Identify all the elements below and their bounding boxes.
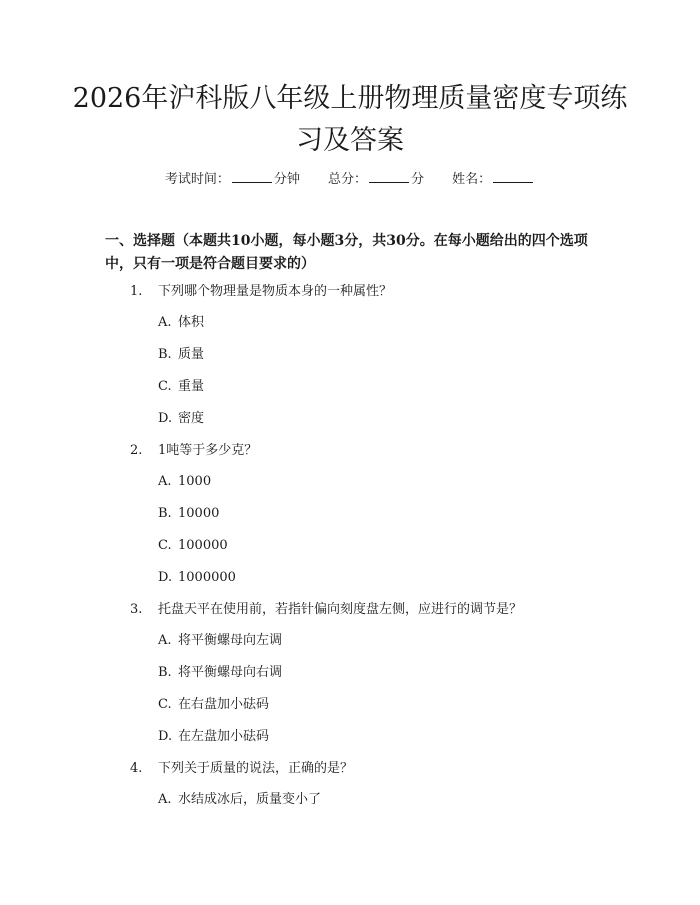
- question-text: 托盘天平在使用前，若指针偏向刻度盘左侧，应进行的调节是？: [158, 602, 523, 617]
- question-1-option-c: [158, 377, 204, 397]
- option-letter: C.: [158, 697, 172, 712]
- option-text: 重量: [178, 379, 205, 394]
- score-field: [328, 168, 424, 190]
- question-2: [130, 441, 257, 461]
- option-letter: D.: [158, 729, 173, 744]
- score-label: 总分：: [327, 172, 367, 187]
- question-number: 2.: [130, 443, 143, 458]
- exam-time-field: [165, 168, 300, 190]
- option-text: 100000: [178, 538, 228, 553]
- name-label: 姓名：: [452, 172, 492, 187]
- question-text: 1吨等于多少克？: [158, 443, 258, 458]
- question-1-option-a: [158, 313, 204, 333]
- option-text: 质量: [178, 347, 205, 362]
- question-number: 4.: [130, 761, 143, 776]
- option-letter: B.: [158, 506, 172, 521]
- document-title: 2026年沪科版八年级上册物理质量密度专项练习及答案: [72, 83, 628, 156]
- question-text: 下列哪个物理量是物质本身的一种属性？: [158, 284, 393, 299]
- option-text: 水结成冰后，质量变小了: [178, 792, 322, 807]
- option-letter: A.: [158, 315, 172, 330]
- option-text: 在右盘加小砝码: [178, 697, 270, 712]
- option-letter: A.: [158, 474, 172, 489]
- option-text: 1000000: [178, 570, 236, 585]
- score-unit: 分: [411, 172, 425, 187]
- option-text: 将平衡螺母向左调: [178, 633, 283, 648]
- name-blank: [493, 168, 533, 183]
- option-letter: A.: [158, 792, 172, 807]
- question-2-option-d: [158, 568, 236, 588]
- question-3-option-d: [158, 727, 269, 747]
- question-2-option-b: [158, 504, 219, 524]
- question-text: 下列关于质量的说法，正确的是？: [158, 761, 354, 776]
- score-blank: [369, 168, 409, 183]
- exam-meta: [0, 168, 700, 190]
- option-text: 体积: [178, 315, 205, 330]
- question-3: [130, 600, 522, 620]
- question-1-option-b: [158, 345, 204, 365]
- exam-time-label: 考试时间：: [164, 172, 230, 187]
- option-letter: C.: [158, 538, 172, 553]
- option-text: 10000: [178, 506, 220, 521]
- option-text: 密度: [178, 411, 205, 426]
- question-number: 1.: [130, 284, 143, 299]
- question-2-option-a: [158, 472, 211, 492]
- name-field: [452, 168, 535, 190]
- option-text: 1000: [178, 474, 212, 489]
- exam-time-unit: 分钟: [273, 172, 300, 187]
- option-letter: B.: [158, 665, 172, 680]
- option-letter: A.: [158, 633, 172, 648]
- option-text: 将平衡螺母向右调: [178, 665, 283, 680]
- question-2-option-c: [158, 536, 228, 556]
- option-letter: D.: [158, 411, 173, 426]
- question-3-option-c: [158, 695, 269, 715]
- question-1-option-d: [158, 409, 204, 429]
- section-heading: 一、选择题（本题共10小题，每小题3分，共30分。在每小题给出的四个选项中，只有一项是符合题目要求的）: [105, 233, 588, 272]
- option-text: 在左盘加小砝码: [178, 729, 270, 744]
- question-1: [130, 282, 392, 302]
- option-letter: B.: [158, 347, 172, 362]
- option-letter: C.: [158, 379, 172, 394]
- option-letter: D.: [158, 570, 173, 585]
- question-number: 3.: [130, 602, 143, 617]
- question-3-option-b: [158, 663, 282, 683]
- question-3-option-a: [158, 631, 282, 651]
- exam-time-blank: [232, 168, 272, 183]
- question-4: [130, 759, 353, 779]
- question-4-option-a: [158, 790, 321, 810]
